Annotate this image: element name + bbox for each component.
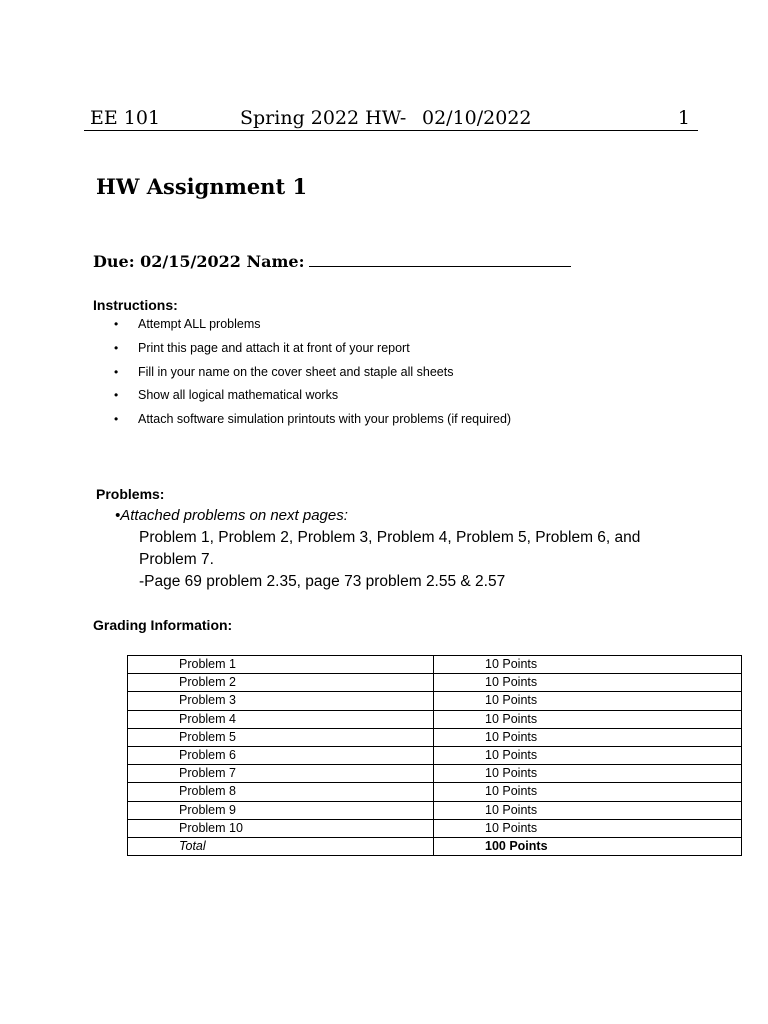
- points-cell: 10 Points: [434, 747, 742, 765]
- instructions-heading: Instructions:: [93, 297, 178, 313]
- instruction-text: Fill in your name on the cover sheet and staple all sheets: [138, 364, 454, 379]
- problems-list-line: Problem 7.: [139, 551, 214, 568]
- due-label: Due: 02/15/2022 Name:: [93, 252, 305, 271]
- total-label-cell: Total: [128, 838, 434, 856]
- problem-cell: Problem 2: [128, 674, 434, 692]
- points-cell: 10 Points: [434, 656, 742, 674]
- name-blank: [309, 252, 571, 267]
- instructions-list: [110, 315, 511, 434]
- problem-cell: Problem 7: [128, 765, 434, 783]
- instruction-text: Attempt ALL problems: [138, 317, 261, 331]
- points-cell: 10 Points: [434, 692, 742, 710]
- page-number: 1: [677, 107, 690, 129]
- total-row: [128, 838, 742, 856]
- table-row: [128, 656, 742, 674]
- table-row: [128, 747, 742, 765]
- instruction-text: Print this page and attach it at front of your report: [138, 340, 410, 355]
- list-item: [110, 315, 511, 339]
- table-row: [128, 765, 742, 783]
- problem-cell: Problem 4: [128, 710, 434, 728]
- total-points-cell: 100 Points: [434, 838, 742, 856]
- table-row: [128, 728, 742, 746]
- list-item: [110, 386, 511, 410]
- problem-cell: Problem 9: [128, 801, 434, 819]
- problem-cell: Problem 10: [128, 819, 434, 837]
- bullet-icon: •: [114, 317, 119, 331]
- header-date: 02/10/2022: [422, 107, 532, 129]
- table-row: [128, 783, 742, 801]
- problems-body: [139, 527, 699, 593]
- header-divider: [84, 130, 698, 131]
- bullet-icon: •: [114, 388, 119, 403]
- instruction-text: Attach software simulation printouts with your problems (if required): [138, 412, 512, 427]
- points-cell: 10 Points: [434, 819, 742, 837]
- page-header: [88, 106, 698, 130]
- bullet-icon: •: [114, 340, 119, 355]
- bullet-icon: •: [114, 364, 119, 379]
- table-row: [128, 674, 742, 692]
- instruction-text: Show all logical mathematical works: [138, 388, 339, 403]
- points-cell: 10 Points: [434, 728, 742, 746]
- list-item: [110, 410, 511, 434]
- points-cell: 10 Points: [434, 710, 742, 728]
- course-code: EE 101: [90, 107, 161, 129]
- grading-table: [127, 655, 742, 856]
- table-row: [128, 819, 742, 837]
- table-row: [128, 801, 742, 819]
- problem-cell: Problem 3: [128, 692, 434, 710]
- grading-heading: Grading Information:: [93, 617, 233, 633]
- due-name-line: [93, 251, 571, 273]
- points-cell: 10 Points: [434, 674, 742, 692]
- problem-cell: Problem 5: [128, 728, 434, 746]
- table-row: [128, 710, 742, 728]
- problem-cell: Problem 8: [128, 783, 434, 801]
- problems-heading: Problems:: [96, 486, 165, 502]
- problems-attached-note: •Attached problems on next pages:: [115, 507, 348, 524]
- problems-textbook-line: -Page 69 problem 2.35, page 73 problem 2.55 & 2.57: [139, 573, 506, 590]
- problem-cell: Problem 1: [128, 656, 434, 674]
- points-cell: 10 Points: [434, 801, 742, 819]
- problem-cell: Problem 6: [128, 747, 434, 765]
- page-title: HW Assignment 1: [96, 174, 308, 199]
- problems-list-line: Problem 1, Problem 2, Problem 3, Problem 4, Problem 5, Problem 6, and: [139, 529, 641, 546]
- points-cell: 10 Points: [434, 765, 742, 783]
- list-item: [110, 339, 511, 363]
- table-row: [128, 692, 742, 710]
- bullet-icon: •: [114, 412, 119, 427]
- points-cell: 10 Points: [434, 783, 742, 801]
- term-label: Spring 2022 HW-: [240, 107, 407, 129]
- list-item: [110, 363, 511, 387]
